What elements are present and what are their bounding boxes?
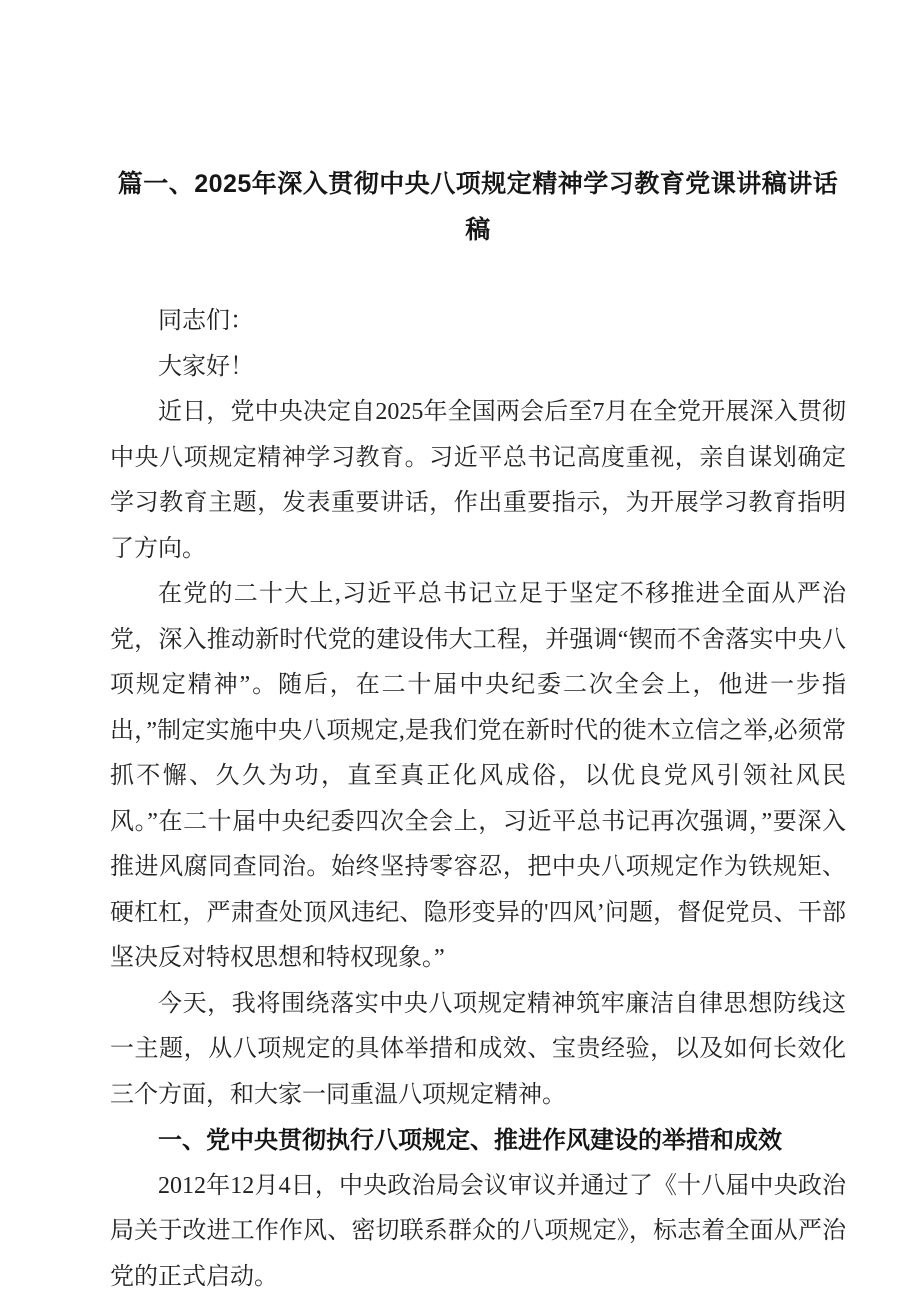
quotes-paragraph: 在党的二十大上,习近平总书记立足于坚定不移推进全面从严治党，深入推动新时代党的建设伟大工程，并强调“锲而不舍落实中央八项规定精神”。随后，在二十届中央纪委二次全会上，他进一步指出，”制定实施中央八项规定,是我们党在新时代的徙木立信之举,必须常抓不懈、久久为功，直至真正化风成俗，以优良党风引领社风民风。”在二十届中央纪委四次全会上，习近平总书记再次强调，”要深入推进风腐同查同治。始终坚持零容忍，把中央八项规定作为铁规矩、硬杠杠，严肃查处顶风违纪、隐形变异的'四风’问题，督促党员、干部坚决反对特权思想和特权现象。” — [110, 581, 846, 971]
greeting-paragraph: 大家好！ — [158, 353, 254, 380]
document-title: 篇一、2025年深入贯彻中央八项规定精神学习教育党课讲稿讲话稿 — [117, 170, 839, 244]
document-body — [110, 161, 846, 1300]
intro-paragraph: 近日，党中央决定自2025年全国两会后至7月在全党开展深入贯彻中央八项规定精神学习教育。习近平总书记高度重视，亲自谋划确定学习教育主题，发表重要讲话，作出重要指示，为开展学习教育指明了方向。 — [110, 399, 846, 562]
section-paragraph: 2012年12月4日，中央政治局会议审议并通过了《十八届中央政治局关于改进工作作风、密切联系群众的八项规定》，标志着全面从严治党的正式启动。 — [110, 1172, 846, 1290]
section-heading: 一、党中央贯彻执行八项规定、推进作风建设的举措和成效 — [158, 1127, 782, 1154]
salutation-paragraph: 同志们： — [158, 308, 254, 334]
topic-paragraph: 今天，我将围绕落实中央八项规定精神筑牢廉洁自律思想防线这一主题，从八项规定的具体举措和成效、宝贵经验，以及如何长效化三个方面，和大家一同重温八项规定精神。 — [110, 990, 846, 1108]
